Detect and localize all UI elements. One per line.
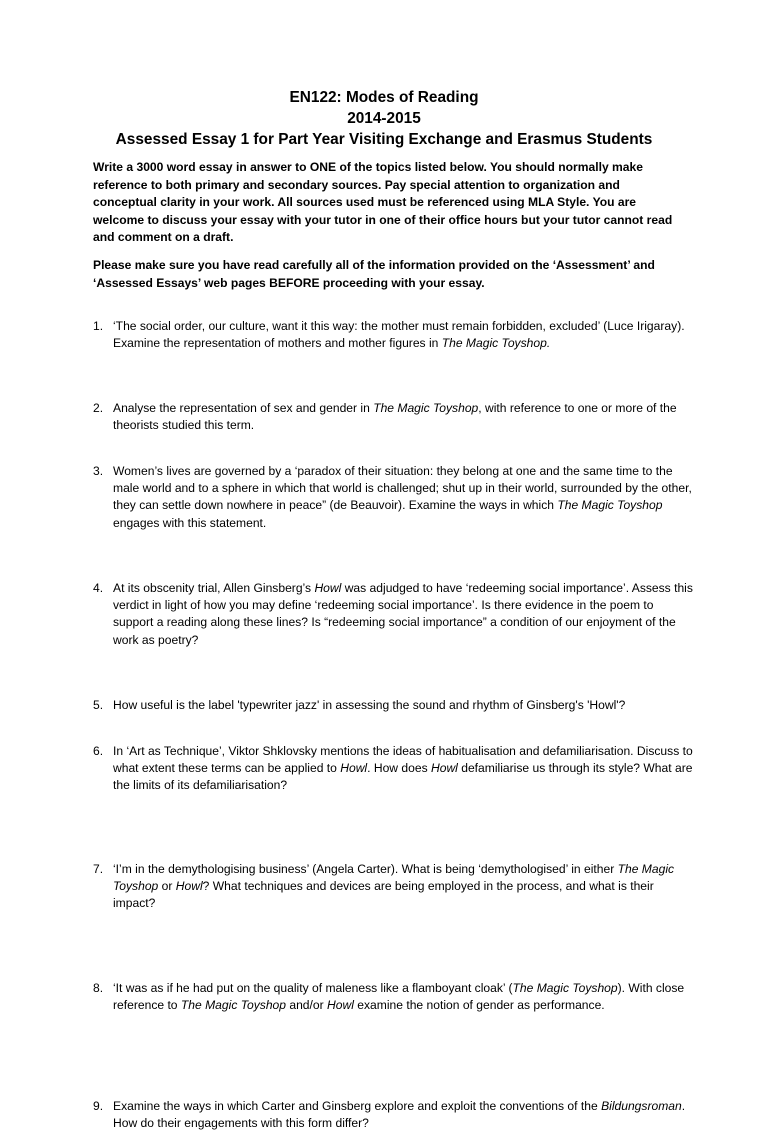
academic-year: 2014-2015	[347, 110, 421, 127]
topic-item	[93, 318, 693, 352]
topic-number: 2.	[93, 401, 104, 415]
topic-text	[113, 1098, 693, 1132]
topic-number: 4.	[93, 581, 104, 595]
work-title: Howl	[175, 879, 203, 894]
topic-text	[113, 580, 693, 649]
topic-text-segment: ‘The social order, our culture, want it this way: the mother must remain forbidden, excluded’ (Luce Irigaray). Examine the representation of mothers and mother figures in	[113, 319, 685, 351]
topic-item	[93, 743, 693, 795]
assessment-notice: Please make sure you have read carefully all of the information provided on the ‘Assessment’ and ‘Assessed Essays’ web pages BEFORE proceeding with your essay.	[93, 258, 655, 290]
work-title: The Magic Toyshop.	[441, 336, 551, 351]
topic-text-segment: or	[158, 879, 176, 894]
topic-text	[113, 743, 693, 795]
topic-text-segment: Analyse the representation of sex and gender in	[113, 401, 374, 415]
topic-number: 7.	[93, 862, 104, 876]
essay-title: Assessed Essay 1 for Part Year Visiting Exchange and Erasmus Students	[115, 131, 653, 148]
topic-text-segment: . How do their engagements with this form differ?	[113, 1099, 686, 1131]
topic-text-segment: examine the notion of gender as performance.	[353, 998, 605, 1013]
topic-text	[113, 463, 693, 532]
work-title: Howl	[314, 581, 342, 595]
topic-number: 6.	[93, 744, 104, 758]
topic-text-segment: How useful is the label 'typewriter jazz' in assessing the sound and rhythm of Ginsberg's 'Howl'?	[113, 698, 626, 712]
topic-text-segment: defamiliarise us through its style? What are the limits of its defamiliarisation?	[113, 761, 693, 793]
topic-number: 1.	[93, 319, 104, 333]
topic-text-segment: Women’s lives are governed by a ‘paradox of their situation: they belong at one and the same time to the male world and to a sphere in which that world is challenged; shut up in their world, surrounded by the other, they can settle down nowhere in peace” (de Beauvoir). Examine the ways in which	[113, 464, 692, 513]
work-title: The Magic Toyshop	[180, 998, 286, 1013]
topic-item	[93, 400, 693, 434]
document-header	[0, 87, 768, 150]
work-title: The Magic Toyshop	[373, 401, 479, 415]
essay-instructions: Write a 3000 word essay in answer to ONE of the topics listed below. You should normally make reference to both primary and secondary sources. Pay special attention to organization and conceptual clarity in your work. All sources used must be referenced using MLA Style. You are welcome to discuss your essay with your tutor in one of their office hours but your tutor cannot read and comment on a draft.	[93, 160, 673, 245]
topic-text-segment: was adjudged to have ‘redeeming social importance’. Assess this verdict in light of how you may define ‘redeeming social importance’. Is there evidence in the poem to support a reading along these lines? Is “redeeming social importance” a condition of our enjoyment of the work as poetry?	[113, 581, 693, 647]
topic-text-segment: ‘It was as if he had put on the quality of maleness like a flamboyant cloak’ (	[113, 981, 513, 995]
work-title: Bildungsroman	[601, 1099, 682, 1113]
topic-number: 8.	[93, 981, 104, 995]
topic-text-segment: and/or	[286, 998, 328, 1013]
topic-text-segment: engages with this statement.	[113, 515, 267, 530]
work-title: The Magic Toyshop	[557, 498, 663, 513]
topic-number: 9.	[93, 1099, 104, 1113]
topic-text-segment: ). With close reference to	[113, 981, 685, 1013]
work-title: Howl	[430, 761, 458, 776]
work-title: The Magic Toyshop	[512, 981, 618, 995]
topic-text	[113, 861, 693, 913]
topic-text-segment: ‘I’m in the demythologising business’ (Angela Carter). What is being ‘demythologised’ in either	[113, 862, 618, 876]
topic-item	[93, 463, 693, 532]
topic-text-segment: In ‘Art as Technique’, Viktor Shklovsky mentions the ideas of habitualisation and defamiliarisation. Discuss to what extent these terms can be applied to	[113, 744, 693, 776]
topic-item	[93, 861, 693, 913]
work-title: The Magic Toyshop	[113, 862, 675, 894]
topic-text-segment: Examine the ways in which Carter and Ginsberg explore and exploit the conventions of the	[113, 1099, 602, 1113]
topic-item	[93, 697, 693, 714]
topic-text-segment: ? What techniques and devices are being employed in the process, and what is their impact?	[113, 879, 654, 911]
topic-text	[113, 697, 693, 714]
topic-text	[113, 400, 693, 434]
topic-text-segment: , with reference to one or more of the theorists studied this term.	[113, 401, 677, 433]
topic-number: 5.	[93, 698, 104, 712]
work-title: Howl	[327, 998, 354, 1013]
topic-text	[113, 318, 693, 352]
work-title: Howl	[340, 761, 368, 776]
topic-item	[93, 1098, 693, 1132]
topic-item	[93, 980, 693, 1014]
topic-number: 3.	[93, 464, 104, 478]
topic-text-segment: . How does	[367, 761, 431, 776]
course-title: EN122: Modes of Reading	[289, 89, 479, 106]
topic-item	[93, 580, 693, 649]
topic-text-segment: At its obscenity trial, Allen Ginsberg’s	[113, 581, 315, 595]
topic-text	[113, 980, 693, 1014]
